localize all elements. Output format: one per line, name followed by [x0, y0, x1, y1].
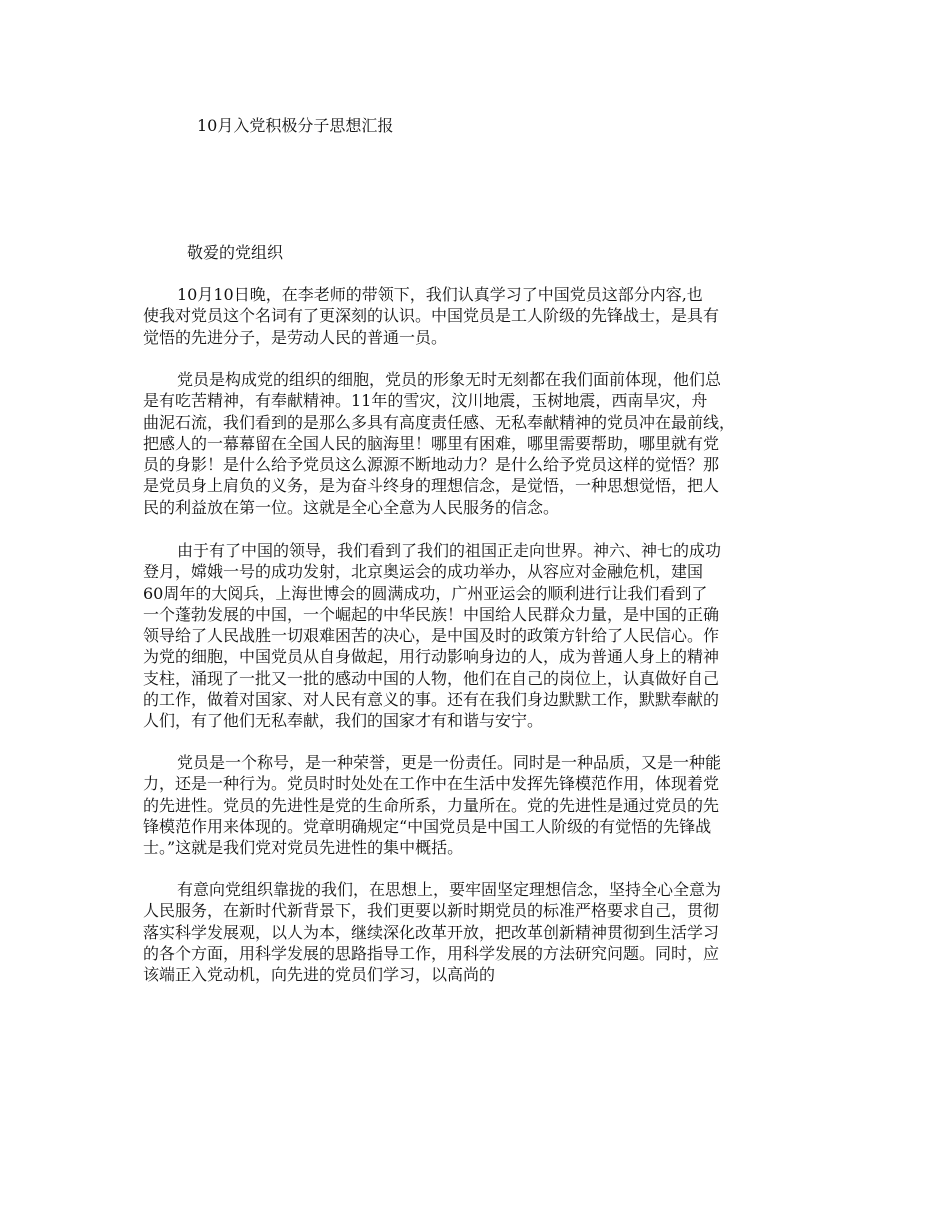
paragraph-line: 支柱，涌现了一批又一批的感动中国的人物，他们在自己的岗位上，认真做好自己 [143, 668, 720, 688]
paragraph-5 [143, 879, 823, 985]
paragraph-line: 员的身影！是什么给予党员这么源源不断地动力？是什么给予党员这样的觉悟？那 [143, 455, 720, 475]
paragraph-3 [143, 540, 823, 732]
paragraph-line: 的各个方面，用科学发展的思路指导工作，用科学发展的方法研究问题。同时，应 [143, 943, 720, 963]
paragraph-line: 由于有了中国的领导，我们看到了我们的祖国正走向世界。神六、神七的成功 [177, 541, 722, 560]
paragraph-line: 把感人的一幕幕留在全国人民的脑海里！哪里有困难，哪里需要帮助，哪里就有党 [143, 433, 720, 453]
paragraph-line: 力，还是一种行为。党员时时处处在工作中在生活中发挥先锋模范作用，体现着党 [143, 774, 720, 794]
paragraph-line: 士。”这就是我们党对党员先进性的集中概括。 [143, 838, 464, 858]
paragraph-line: 的工作，做着对国家、对人民有意义的事。还有在我们身边默默工作，默默奉献的 [143, 690, 720, 710]
paragraph-line: 人们，有了他们无私奉献，我们的国家才有和谐与安宁。 [143, 711, 544, 731]
paragraph-line: 60周年的大阅兵，上海世博会的圆满成功，广州亚运会的顺利进行让我们看到了 [143, 583, 708, 603]
paragraph-line: 人民服务，在新时代新背景下，我们更要以新时期党员的标准严格要求自己，贯彻 [143, 901, 720, 921]
paragraph-line: 曲泥石流，我们看到的是那么多具有高度责任感、无私奉献精神的党员冲在最前线， [143, 412, 736, 432]
paragraph-line: 有意向党组织靠拢的我们，在思想上，要牢固坚定理想信念，坚持全心全意为 [177, 880, 722, 899]
paragraph-line: 一个蓬勃发展的中国，一个崛起的中华民族！中国给人民群众力量，是中国的正确 [143, 604, 720, 624]
paragraph-line: 是党员身上肩负的义务，是为奋斗终身的理想信念，是觉悟，一种思想觉悟，把人 [143, 476, 720, 496]
paragraph-line: 党员是一个称号，是一种荣誉，更是一份责任。同时是一种品质，又是一种能 [177, 753, 722, 772]
paragraph-line: 该端正入党动机，向先进的党员们学习，以高尚的 [143, 965, 496, 985]
paragraph-line: 的先进性。党员的先进性是党的生命所系，力量所在。党的先进性是通过党员的先 [143, 795, 720, 815]
paragraph-line: 锋模范作用来体现的。党章明确规定“中国党员是中国工人阶级的有觉悟的先锋战 [143, 816, 712, 836]
paragraph-line: 10月10日晚，在李老师的带领下，我们认真学习了中国党员这部分内容,也 [177, 285, 703, 304]
paragraph-line: 登月，嫦娥一号的成功发射，北京奥运会的成功举办，从容应对金融危机，建国 [143, 562, 704, 582]
paragraph-line: 落实科学发展观，以人为本，继续深化改革开放，把改革创新精神贯彻到生活学习 [143, 922, 720, 942]
paragraph-line: 使我对党员这个名词有了更深刻的认识。中国党员是工人阶级的先锋战士，是具有 [143, 306, 720, 326]
document-title: 10月入党积极分子思想汇报 [197, 116, 394, 135]
paragraph-line: 为党的细胞，中国党员从自身做起，用行动影响身边的人，成为普通人身上的精神 [143, 647, 720, 667]
paragraph-4 [143, 752, 823, 858]
paragraph-2 [143, 369, 823, 518]
paragraph-line: 党员是构成党的组织的细胞，党员的形象无时无刻都在我们面前体现，他们总 [177, 370, 722, 389]
paragraph-line: 觉悟的先进分子，是劳动人民的普通一员。 [143, 327, 448, 347]
paragraph-line: 是有吃苦精神，有奉献精神。11年的雪灾，汶川地震，玉树地震，西南旱灾，舟 [143, 391, 708, 411]
paragraph-1 [143, 284, 823, 348]
paragraph-line: 民的利益放在第一位。这就是全心全意为人民服务的信念。 [143, 497, 560, 517]
salutation: 敬爱的党组织 [187, 243, 284, 262]
paragraph-line: 领导给了人民战胜一切艰难困苦的决心，是中国及时的政策方针给了人民信心。作 [143, 626, 720, 646]
